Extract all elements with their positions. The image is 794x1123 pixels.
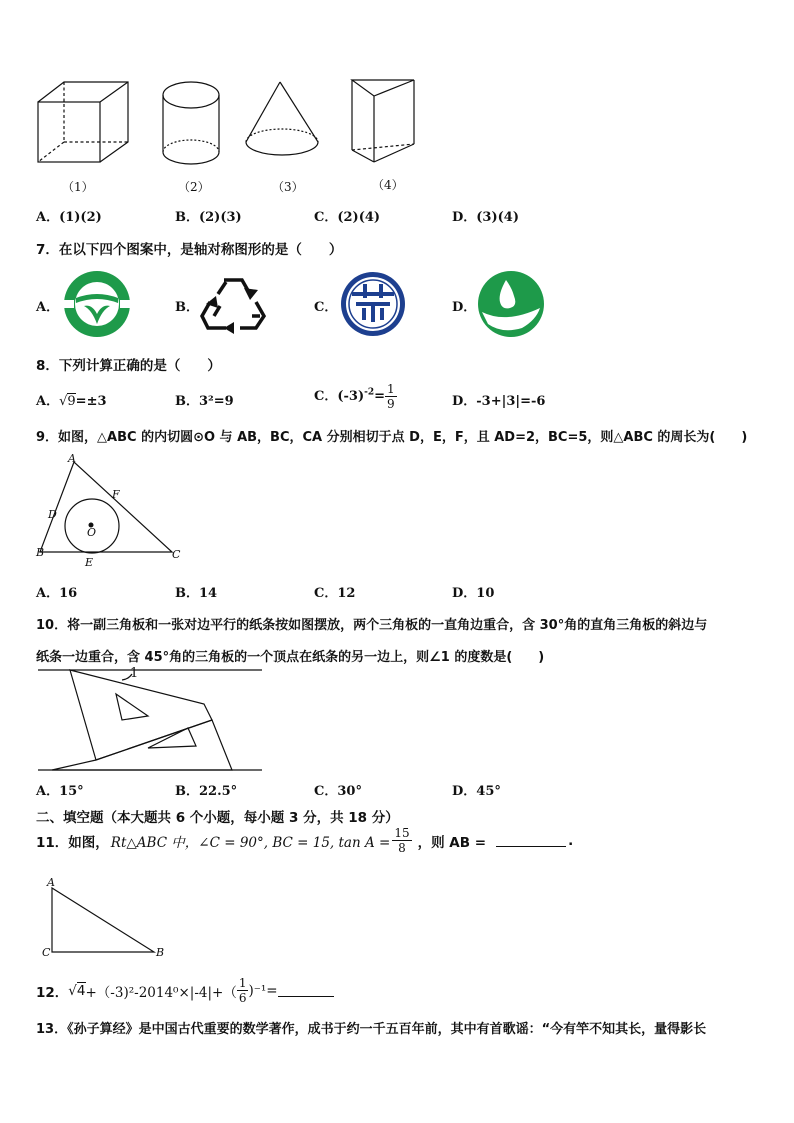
q8-option-d[interactable]: D．-3+|3|=-6 bbox=[452, 394, 546, 409]
q11-point-a: A bbox=[47, 876, 55, 889]
q11-point-c: C bbox=[42, 946, 51, 959]
q10-stem-line1: 10．将一副三角板和一张对边平行的纸条按如图摆放，两个三角板的一直角边重合，含 30°角的直角三角板的斜边与 bbox=[36, 618, 708, 633]
q11-mid: ，则 AB = bbox=[417, 834, 487, 851]
q12-radicand: 4 bbox=[76, 983, 86, 999]
q10-option-c[interactable]: C．30° bbox=[314, 784, 362, 799]
q8-option-b[interactable]: B．3²=9 bbox=[175, 394, 234, 409]
cube-figure bbox=[36, 80, 131, 164]
q11-point-b: B bbox=[156, 946, 165, 959]
q7-stem: 7．在以下四个图案中，是轴对称图形的是（ ） bbox=[36, 242, 343, 258]
point-label-a: A bbox=[68, 452, 76, 465]
q8-a-rest: =±3 bbox=[75, 394, 107, 409]
q10-option-a[interactable]: A．15° bbox=[36, 784, 84, 799]
q9-option-a[interactable]: A．16 bbox=[36, 586, 78, 601]
q8-a-label: A． bbox=[36, 394, 60, 409]
q8-c-den: 9 bbox=[387, 397, 395, 411]
q12-num: 1 bbox=[238, 976, 247, 990]
section-2-title: 二、填空题（本大题共 6 个小题，每小题 3 分，共 18 分） bbox=[36, 810, 399, 826]
q6-option-c[interactable]: C．(2)(4) bbox=[314, 210, 381, 225]
q12-prefix: 12． bbox=[36, 984, 69, 1001]
q12-answer-blank[interactable] bbox=[278, 984, 334, 997]
q11-num: 15 bbox=[394, 826, 410, 840]
incircle-triangle-figure bbox=[36, 450, 186, 570]
q13-stem: 13．《孙子算经》是中国古代重要的数学著作，成书于约一千五百年前，其中有首歌谣：“今有竿不知其长，量得影长 bbox=[36, 1022, 707, 1037]
point-label-d: D bbox=[48, 508, 57, 521]
green-food-logo-icon bbox=[62, 270, 132, 338]
q8-c-eq: = bbox=[374, 389, 385, 404]
q9-option-d[interactable]: D．10 bbox=[452, 586, 495, 601]
q8-stem: 8．下列计算正确的是（ ） bbox=[36, 358, 221, 374]
q12-den: 6 bbox=[238, 991, 247, 1005]
figure-caption-3: （3） bbox=[272, 180, 304, 194]
q8-option-a[interactable] bbox=[36, 390, 107, 409]
q7-option-d[interactable]: D． bbox=[452, 300, 477, 315]
q6-option-d[interactable]: D．(3)(4) bbox=[452, 210, 519, 225]
q8-c-exp: -2 bbox=[364, 387, 375, 398]
q12-tail: )⁻¹= bbox=[248, 982, 278, 999]
q8-c-num: 1 bbox=[387, 382, 395, 396]
q11-condition: Rt△ABC 中，∠C = 90°, BC = 15, tan A = bbox=[110, 834, 391, 851]
q11-end: . bbox=[568, 832, 574, 849]
cone-figure bbox=[244, 80, 324, 160]
q12-expression: +（-3)²-2014⁰×|-4|+（ bbox=[85, 984, 237, 1001]
water-drop-logo-icon bbox=[476, 270, 546, 338]
figure-caption-2: （2） bbox=[178, 180, 210, 194]
q6-option-a[interactable]: A．(1)(2) bbox=[36, 210, 102, 225]
q8-a-radicand: 9 bbox=[67, 394, 76, 409]
point-label-c: C bbox=[172, 548, 181, 561]
circle-character-logo-icon bbox=[338, 270, 408, 338]
q11-den: 8 bbox=[398, 841, 406, 855]
q12-fraction bbox=[237, 976, 249, 1005]
q11-answer-blank[interactable] bbox=[496, 834, 566, 847]
q11-fraction bbox=[392, 826, 411, 855]
q8-option-c[interactable] bbox=[314, 382, 397, 411]
point-label-o: O bbox=[87, 526, 97, 539]
right-triangle-figure bbox=[44, 886, 164, 956]
q9-stem: 9．如图，△ABC 的内切圆⊙O 与 AB，BC，CA 分别相切于点 D，E，F，且 AD=2，BC=5，则△ABC 的周长为( ) bbox=[36, 430, 748, 445]
q7-option-c[interactable]: C． bbox=[314, 300, 338, 315]
figure-caption-1: （1） bbox=[62, 180, 94, 194]
cylinder-figure bbox=[162, 80, 222, 166]
sqrt-sign-icon: √ bbox=[59, 394, 68, 409]
q9-option-b[interactable]: B．14 bbox=[175, 586, 218, 601]
q11-prefix: 11．如图， bbox=[36, 834, 109, 851]
sqrt-sign-icon: √ bbox=[68, 982, 77, 999]
q10-option-b[interactable]: B．22.5° bbox=[175, 784, 238, 799]
point-label-f: F bbox=[112, 488, 120, 501]
q9-option-c[interactable]: C．12 bbox=[314, 586, 356, 601]
q12-stem bbox=[36, 976, 334, 1005]
point-label-e: E bbox=[85, 556, 94, 569]
prism-figure bbox=[350, 78, 420, 164]
q8-c-fraction bbox=[385, 382, 397, 411]
recycle-logo-icon bbox=[200, 272, 266, 334]
q10-option-d[interactable]: D．45° bbox=[452, 784, 501, 799]
q10-stem-line2: 纸条一边重合，含 45°角的三角板的一个顶点在纸条的另一边上，则∠1 的度数是( ) bbox=[36, 650, 545, 665]
angle-1-label: 1 bbox=[130, 666, 139, 681]
q11-stem bbox=[36, 826, 573, 855]
q6-option-b[interactable]: B．(2)(3) bbox=[175, 210, 242, 225]
figure-caption-4: （4） bbox=[372, 178, 404, 192]
q7-option-a[interactable]: A． bbox=[36, 300, 60, 315]
q7-option-b[interactable]: B． bbox=[175, 300, 199, 315]
set-square-figure bbox=[36, 664, 266, 774]
point-label-b: B bbox=[36, 546, 45, 559]
q8-c-label: C．(-3) bbox=[314, 389, 365, 404]
